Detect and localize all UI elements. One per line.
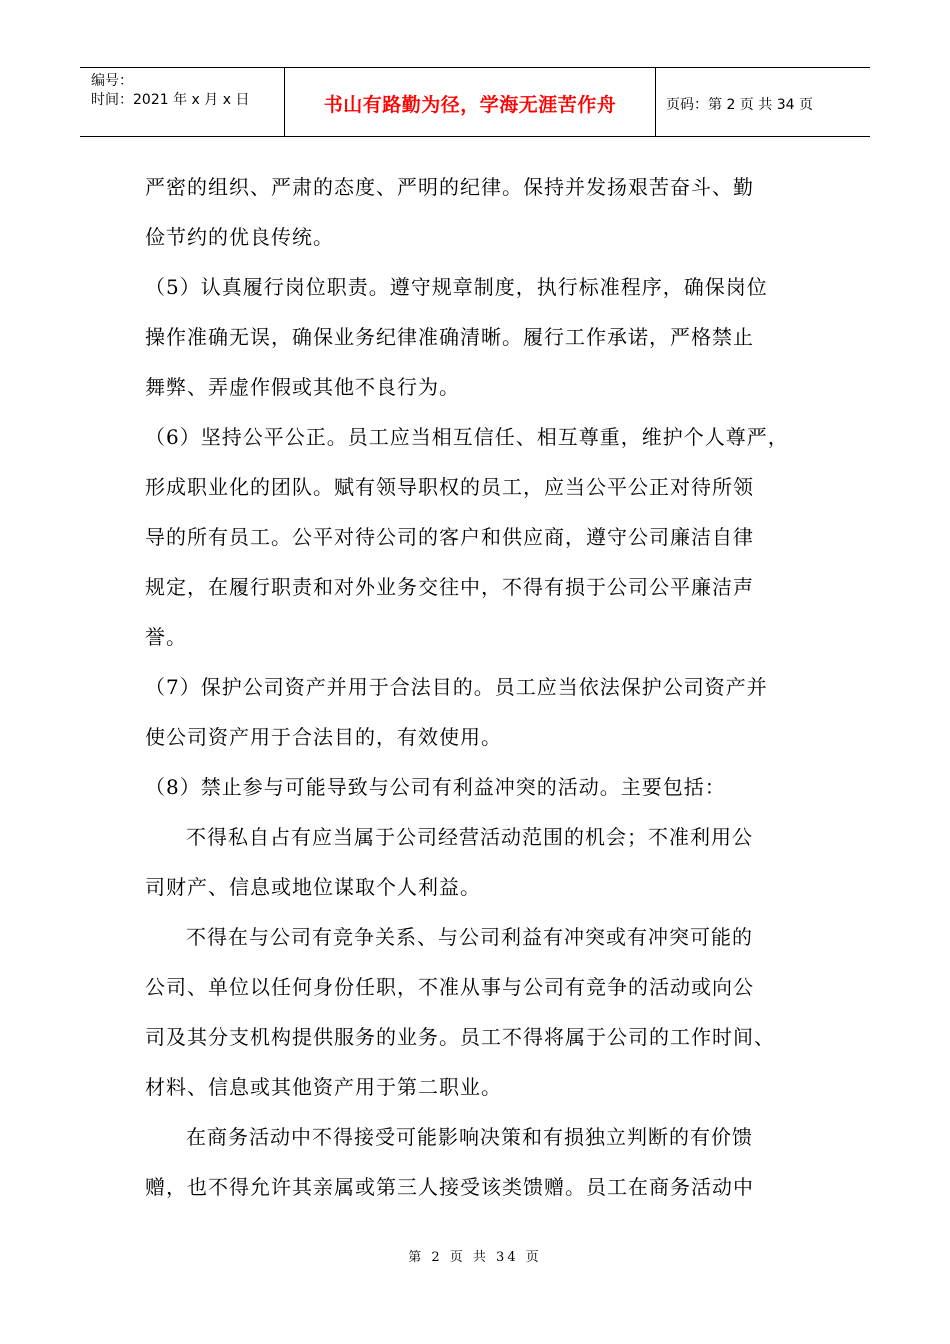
body-line: 规定，在履行职责和对外业务交往中，不得有损于公司公平廉洁声 bbox=[145, 575, 754, 599]
body-line: 司及其分支机构提供服务的业务。员工不得将属于公司的工作时间、 bbox=[145, 1025, 775, 1049]
body-line: 舞弊、弄虚作假或其他不良行为。 bbox=[145, 375, 460, 399]
date-label: 时间：2021 年 x 月 x 日 bbox=[91, 92, 250, 108]
body-line: 严密的组织、严肃的态度、严明的纪律。保持并发扬艰苦奋斗、勤 bbox=[145, 175, 754, 199]
body-line: （7）保护公司资产并用于合法目的。员工应当依法保护公司资产并 bbox=[145, 675, 768, 699]
body-line: 形成职业化的团队。赋有领导职权的员工，应当公平公正对待所领 bbox=[145, 475, 754, 499]
body-line: 材料、信息或其他资产用于第二职业。 bbox=[145, 1075, 502, 1099]
header-meta bbox=[80, 68, 284, 136]
body-line: 俭节约的优良传统。 bbox=[145, 225, 334, 249]
serial-number-label: 编号： bbox=[91, 73, 133, 89]
body-line: 公司、单位以任何身份任职，不准从事与公司有竞争的活动或向公 bbox=[145, 975, 754, 999]
body-line: 在商务活动中不得接受可能影响决策和有损独立判断的有价馈 bbox=[186, 1125, 753, 1149]
body-line: 使公司资产用于合法目的，有效使用。 bbox=[145, 725, 502, 749]
body-line: 操作准确无误，确保业务纪律准确清晰。履行工作承诺，严格禁止 bbox=[145, 325, 754, 349]
body-line: 誉。 bbox=[145, 625, 187, 649]
page-footer: 第 2 页 共 34 页 bbox=[408, 1250, 542, 1265]
body-line: 不得在与公司有竞争关系、与公司利益有冲突或有冲突可能的 bbox=[186, 925, 753, 949]
document-body bbox=[145, 162, 825, 1212]
header-motto: 书山有路勤为径，学海无涯苦作舟 bbox=[284, 68, 656, 136]
page-header bbox=[80, 67, 870, 137]
body-line: 赠，也不得允许其亲属或第三人接受该类馈赠。员工在商务活动中 bbox=[145, 1175, 754, 1199]
body-line: 司财产、信息或地位谋取个人利益。 bbox=[145, 875, 481, 899]
body-line: （5）认真履行岗位职责。遵守规章制度，执行标准程序，确保岗位 bbox=[145, 275, 768, 299]
body-line: 导的所有员工。公平对待公司的客户和供应商，遵守公司廉洁自律 bbox=[145, 525, 754, 549]
body-line: （6）坚持公平公正。员工应当相互信任、相互尊重，维护个人尊严， bbox=[145, 425, 789, 449]
header-page-number: 页码：第 2 页 共 34 页 bbox=[666, 97, 813, 113]
body-line: （8）禁止参与可能导致与公司有利益冲突的活动。主要包括： bbox=[145, 775, 726, 799]
body-line: 不得私自占有应当属于公司经营活动范围的机会；不准利用公 bbox=[186, 825, 753, 849]
